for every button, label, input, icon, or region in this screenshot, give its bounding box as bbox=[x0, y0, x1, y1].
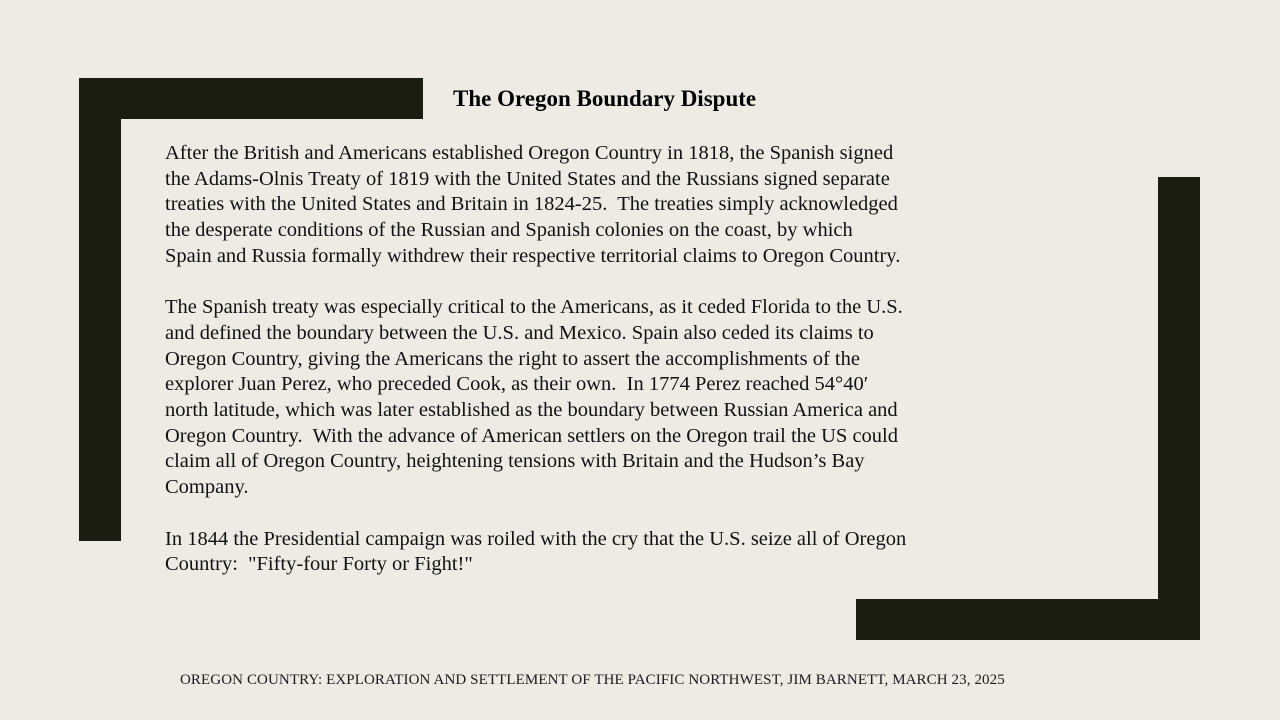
paragraph-spanish-treaty bbox=[165, 295, 1130, 501]
corner-bracket-bottom-right-vertical bbox=[1158, 177, 1200, 640]
text-line: claim all of Oregon Country, heightening tensions with Britain and the Hudson’s Bay bbox=[165, 450, 865, 473]
text-line: Company. bbox=[165, 476, 249, 499]
text-line: Oregon Country. With the advance of American settlers on the Oregon trail the US could bbox=[165, 424, 898, 447]
text-line: the desperate conditions of the Russian and Spanish colonies on the coast, by which bbox=[165, 219, 853, 242]
paragraph-campaign bbox=[165, 527, 1130, 578]
text-line: Oregon Country, giving the Americans the right to assert the accomplishments of the bbox=[165, 347, 860, 370]
slide-body bbox=[165, 141, 1130, 604]
corner-bracket-top-left-vertical bbox=[79, 78, 121, 541]
slide-footer: OREGON COUNTRY: EXPLORATION AND SETTLEMENT OF THE PACIFIC NORTHWEST, JIM BARNETT, MARCH 23, 2025 bbox=[180, 672, 1005, 688]
text-line: the Adams-Olnis Treaty of 1819 with the United States and the Russians signed separate bbox=[165, 167, 890, 190]
text-line: Country: "Fifty-four Forty or Fight!" bbox=[165, 553, 473, 576]
text-line: north latitude, which was later established as the boundary between Russian America and bbox=[165, 399, 898, 422]
text-line: The Spanish treaty was especially critical to the Americans, as it ceded Florida to the U.S. bbox=[165, 296, 903, 319]
text-line: treaties with the United States and Britain in 1824-25. The treaties simply acknowledged bbox=[165, 193, 898, 216]
text-line: Spain and Russia formally withdrew their respective territorial claims to Oregon Country. bbox=[165, 244, 901, 267]
corner-bracket-top-left-horizontal bbox=[79, 78, 423, 119]
text-line: After the British and Americans established Oregon Country in 1818, the Spanish signed bbox=[165, 142, 894, 164]
text-line: In 1844 the Presidential campaign was roiled with the cry that the U.S. seize all of Oregon bbox=[165, 527, 907, 550]
corner-bracket-bottom-right-horizontal bbox=[856, 599, 1200, 640]
slide-title: The Oregon Boundary Dispute bbox=[453, 86, 757, 111]
paragraph-treaties bbox=[165, 141, 1130, 270]
text-line: and defined the boundary between the U.S. and Mexico. Spain also ceded its claims to bbox=[165, 321, 874, 344]
text-line: explorer Juan Perez, who preceded Cook, as their own. In 1774 Perez reached 54°40′ bbox=[165, 373, 869, 396]
